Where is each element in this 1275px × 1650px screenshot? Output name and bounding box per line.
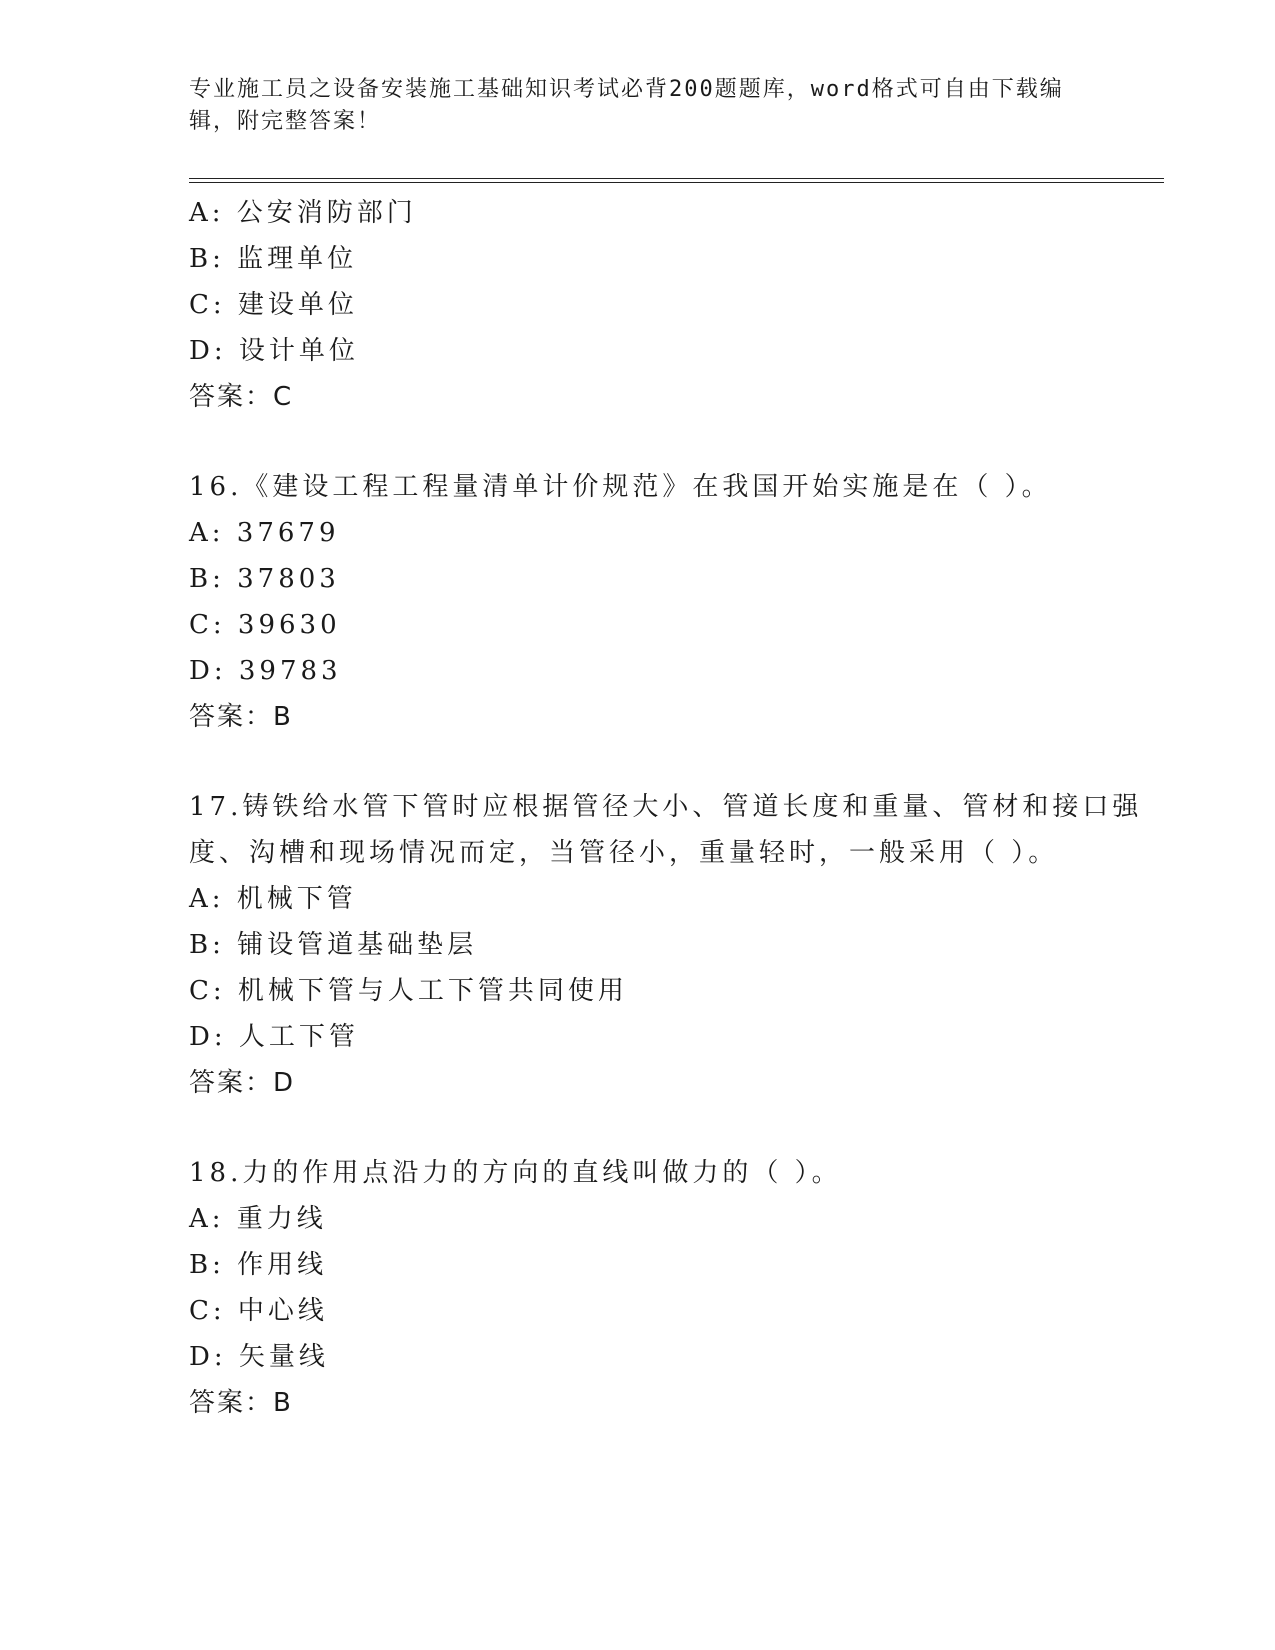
answer-text: 答案：D [189, 1068, 296, 1098]
option-a: A: 机械下管 [189, 884, 357, 914]
header-rule-top [189, 178, 1164, 179]
option-a: A: 37679 [189, 518, 340, 548]
question-block-15 [189, 190, 1149, 420]
header-rule-bottom [189, 182, 1164, 183]
answer-text: 答案：C [189, 382, 294, 412]
spacer [189, 1106, 1149, 1150]
option-b: B: 监理单位 [189, 244, 358, 274]
option-b: B: 37803 [189, 564, 340, 594]
spacer [189, 740, 1149, 784]
option-d: D: 39783 [189, 656, 342, 686]
option-d: D: 设计单位 [189, 336, 359, 366]
answer-text: 答案：B [189, 702, 293, 732]
question-list [189, 190, 1149, 1426]
option-b: B: 作用线 [189, 1250, 328, 1280]
option-a: A: 公安消防部门 [189, 198, 417, 228]
option-a: A: 重力线 [189, 1204, 327, 1234]
question-text: 17.铸铁给水管下管时应根据管径大小、管道长度和重量、管材和接口强度、沟槽和现场情况而定，当管径小，重量轻时，一般采用（ ）。 [189, 792, 1143, 868]
document-header: 专业施工员之设备安装施工基础知识考试必背200题题库，word格式可自由下载编辑，附完整答案！ [189, 77, 1064, 134]
option-d: D: 矢量线 [189, 1342, 329, 1372]
question-block-17 [189, 784, 1149, 1106]
question-block-16 [189, 464, 1149, 740]
option-c: C: 中心线 [189, 1296, 328, 1326]
option-c: C: 机械下管与人工下管共同使用 [189, 976, 628, 1006]
answer-text: 答案：B [189, 1388, 293, 1418]
option-d: D: 人工下管 [189, 1022, 359, 1052]
spacer [189, 420, 1149, 464]
option-c: C: 39630 [189, 610, 341, 640]
question-text: 16.《建设工程工程量清单计价规范》在我国开始实施是在（ ）。 [189, 472, 1052, 502]
option-b: B: 铺设管道基础垫层 [189, 930, 478, 960]
question-block-18 [189, 1150, 1149, 1426]
option-c: C: 建设单位 [189, 290, 358, 320]
question-text: 18.力的作用点沿力的方向的直线叫做力的（ ）。 [189, 1158, 842, 1188]
